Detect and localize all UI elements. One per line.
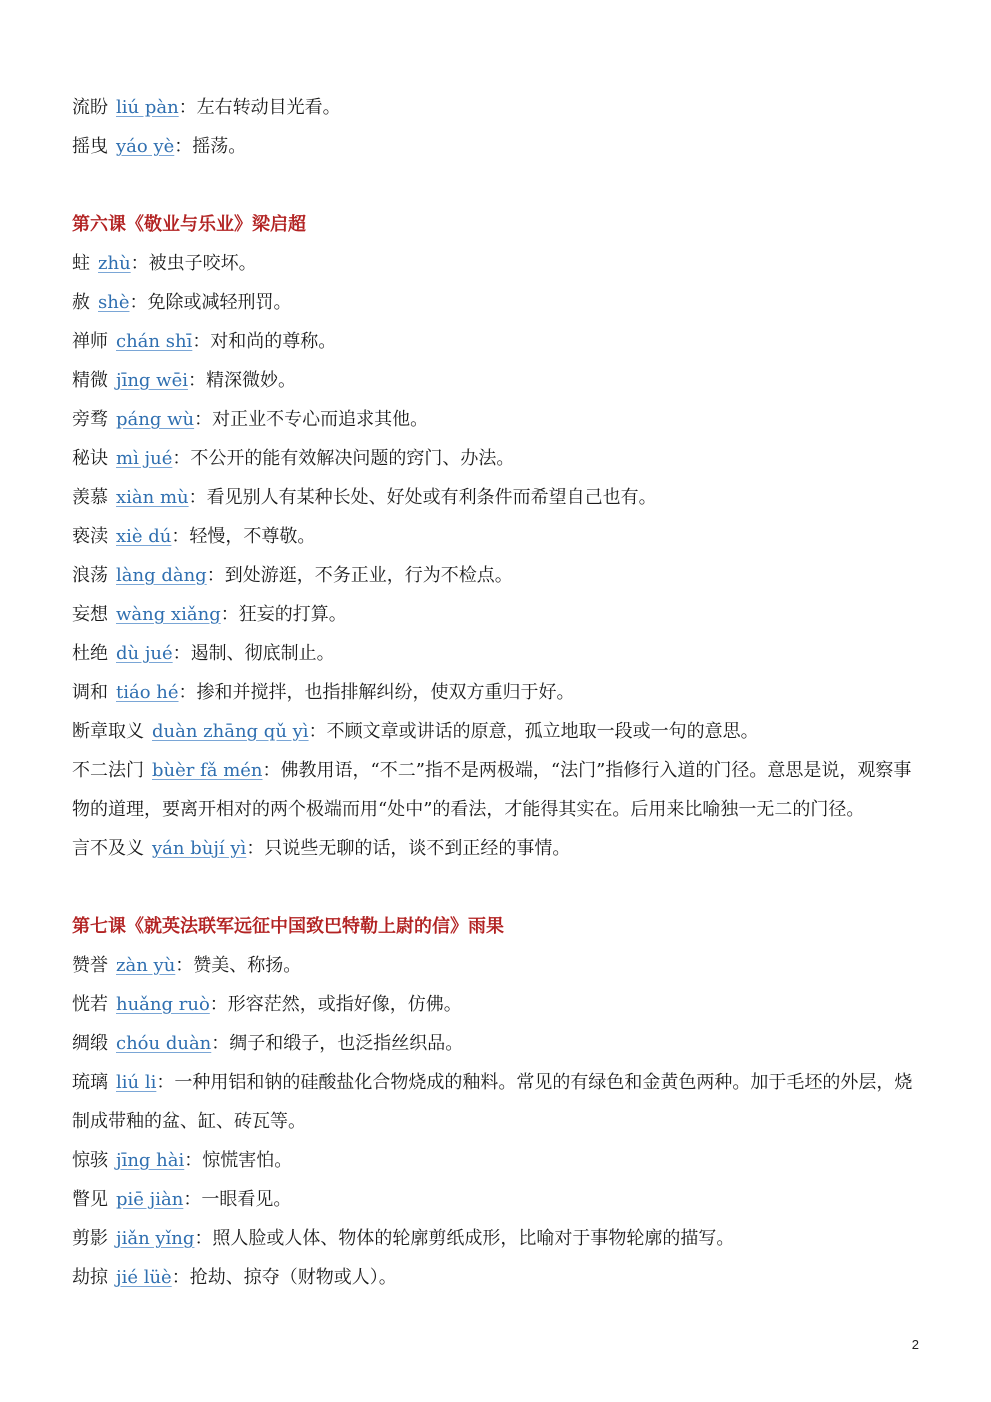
entry-pinyin: xiàn mù — [116, 487, 189, 508]
vocab-entry — [72, 439, 924, 478]
entry-word: 赦 — [72, 292, 90, 313]
vocab-entry — [72, 283, 924, 322]
entry-pinyin: bùèr fǎ mén — [152, 760, 263, 781]
entry-pinyin: jīng wēi — [116, 370, 188, 391]
entry-word: 言不及义 — [72, 838, 144, 859]
entry-list-lesson-6 — [72, 244, 924, 868]
entry-pinyin: xiè dú — [116, 526, 172, 547]
vocab-entry — [72, 400, 924, 439]
vocab-entry — [72, 244, 924, 283]
entry-definition: ：对正业不专心而追求其他。 — [194, 409, 429, 430]
entry-word: 绸缎 — [72, 1033, 108, 1054]
entry-word: 蛀 — [72, 253, 90, 274]
entry-word: 恍若 — [72, 994, 108, 1015]
vocab-entry — [72, 361, 924, 400]
vocab-entry — [72, 829, 924, 868]
lesson-7-heading: 第七课《就英法联军远征中国致巴特勒上尉的信》雨果 — [72, 916, 504, 937]
entry-pinyin: zàn yù — [116, 955, 176, 976]
entry-word: 惊骇 — [72, 1150, 108, 1171]
vocab-entry — [72, 673, 924, 712]
entry-definition: ：被虫子咬坏。 — [130, 253, 257, 274]
entry-word: 赞誉 — [72, 955, 108, 976]
entry-definition: ：对和尚的尊称。 — [192, 331, 337, 352]
vocab-entry — [72, 1219, 924, 1258]
entry-pinyin: shè — [98, 292, 130, 313]
entry-word: 摇曳 — [72, 136, 108, 157]
vocab-entry — [72, 1024, 924, 1063]
vocab-entry — [72, 634, 924, 673]
entry-word: 秘诀 — [72, 448, 108, 469]
vocab-entry — [72, 985, 924, 1024]
entry-definition: ：绸子和缎子，也泛指丝织品。 — [211, 1033, 464, 1054]
entry-pinyin: wàng xiǎng — [116, 604, 221, 625]
vocab-entry — [72, 322, 924, 361]
entry-definition: ：抢劫、掠夺（财物或人）。 — [171, 1267, 397, 1288]
vocab-entry — [72, 595, 924, 634]
vocab-entry — [72, 751, 924, 829]
vocab-entry — [72, 946, 924, 985]
entry-word: 旁骛 — [72, 409, 108, 430]
entry-definition: ：左右转动目光看。 — [178, 97, 341, 118]
document-content — [72, 88, 924, 1297]
entry-word: 断章取义 — [72, 721, 144, 742]
entry-definition: ：照人脸或人体、物体的轮廓剪纸成形，比喻对于事物轮廓的描写。 — [194, 1228, 735, 1249]
entry-pinyin: liú li — [116, 1072, 157, 1093]
page-number: 2 — [911, 1337, 919, 1352]
vocab-entry — [72, 1180, 924, 1219]
vocab-entry — [72, 556, 924, 595]
entry-definition: ：摇荡。 — [174, 136, 247, 157]
entry-word: 精微 — [72, 370, 108, 391]
entry-word: 劫掠 — [72, 1267, 108, 1288]
entry-word: 剪影 — [72, 1228, 108, 1249]
entry-pinyin: dù jué — [116, 643, 173, 664]
entry-pinyin: huǎng ruò — [116, 994, 210, 1015]
entry-list-lesson-7 — [72, 946, 924, 1297]
entry-pinyin: chán shī — [116, 331, 193, 352]
entry-definition: ：轻慢，不尊敬。 — [171, 526, 316, 547]
entry-word: 羡慕 — [72, 487, 108, 508]
entry-pinyin: jiǎn yǐng — [116, 1228, 195, 1249]
entry-word: 浪荡 — [72, 565, 108, 586]
entry-definition: ：只说些无聊的话，谈不到正经的事情。 — [246, 838, 571, 859]
entry-definition: ：精深微妙。 — [188, 370, 296, 391]
entry-definition: ：惊慌害怕。 — [184, 1150, 293, 1171]
entry-definition: ：赞美、称扬。 — [175, 955, 302, 976]
entry-pinyin: zhù — [98, 253, 131, 274]
entry-definition: ：掺和并搅拌，也指排解纠纷，使双方重归于好。 — [178, 682, 575, 703]
entry-word: 调和 — [72, 682, 108, 703]
entry-definition: ：免除或减轻刑罚。 — [129, 292, 292, 313]
entry-pinyin: yán bùjí yì — [152, 838, 247, 859]
entry-pinyin: liú pàn — [116, 97, 179, 118]
section-gap — [72, 166, 924, 205]
entry-word: 亵渎 — [72, 526, 108, 547]
entry-pinyin: chóu duàn — [116, 1033, 212, 1054]
entry-word: 禅师 — [72, 331, 108, 352]
vocab-entry — [72, 1258, 924, 1297]
entry-word: 流盼 — [72, 97, 108, 118]
entry-pinyin: jīng hài — [116, 1150, 185, 1171]
entry-list-top — [72, 88, 924, 166]
entry-definition: ：一眼看见。 — [183, 1189, 292, 1210]
vocab-entry — [72, 712, 924, 751]
entry-pinyin: tiáo hé — [116, 682, 179, 703]
entry-definition: ：到处游逛，不务正业，行为不检点。 — [206, 565, 513, 586]
entry-pinyin: piē jiàn — [116, 1189, 184, 1210]
entry-word: 妄想 — [72, 604, 108, 625]
vocab-entry — [72, 1141, 924, 1180]
section-gap — [72, 868, 924, 907]
vocab-entry — [72, 88, 924, 127]
entry-pinyin: yáo yè — [116, 136, 175, 157]
entry-definition: ：形容茫然，或指好像，仿佛。 — [209, 994, 462, 1015]
vocab-entry — [72, 478, 924, 517]
entry-definition: ：不顾文章或讲话的原意，孤立地取一段或一句的意思。 — [308, 721, 759, 742]
entry-word: 杜绝 — [72, 643, 108, 664]
entry-pinyin: jié lüè — [116, 1267, 172, 1288]
entry-definition: ：佛教用语，“不二”指不是两极端，“法门”指修行入道的门径。意思是说，观察事物的道理，要离开相对的两个极端而用“处中”的看法，才能得其实在。后用来比喻独一无二的门径。 — [72, 760, 912, 820]
entry-definition: ：看见别人有某种长处、好处或有利条件而希望自己也有。 — [188, 487, 657, 508]
entry-pinyin: mì jué — [116, 448, 173, 469]
entry-definition: ：一种用铝和钠的硅酸盐化合物烧成的釉料。常见的有绿色和金黄色两种。加于毛坯的外层，烧制成带釉的盆、缸、砖瓦等。 — [72, 1072, 913, 1132]
entry-definition: ：遏制、彻底制止。 — [172, 643, 335, 664]
entry-pinyin: duàn zhāng qǔ yì — [152, 721, 309, 742]
lesson-6-heading: 第六课《敬业与乐业》梁启超 — [72, 214, 306, 235]
entry-definition: ：不公开的能有效解决问题的窍门、办法。 — [172, 448, 515, 469]
vocab-entry — [72, 127, 924, 166]
entry-pinyin: páng wù — [116, 409, 195, 430]
entry-definition: ：狂妄的打算。 — [220, 604, 347, 625]
entry-word: 瞥见 — [72, 1189, 108, 1210]
entry-word: 琉璃 — [72, 1072, 108, 1093]
vocab-entry — [72, 1063, 924, 1141]
vocab-entry — [72, 517, 924, 556]
entry-word: 不二法门 — [72, 760, 144, 781]
entry-pinyin: làng dàng — [116, 565, 207, 586]
